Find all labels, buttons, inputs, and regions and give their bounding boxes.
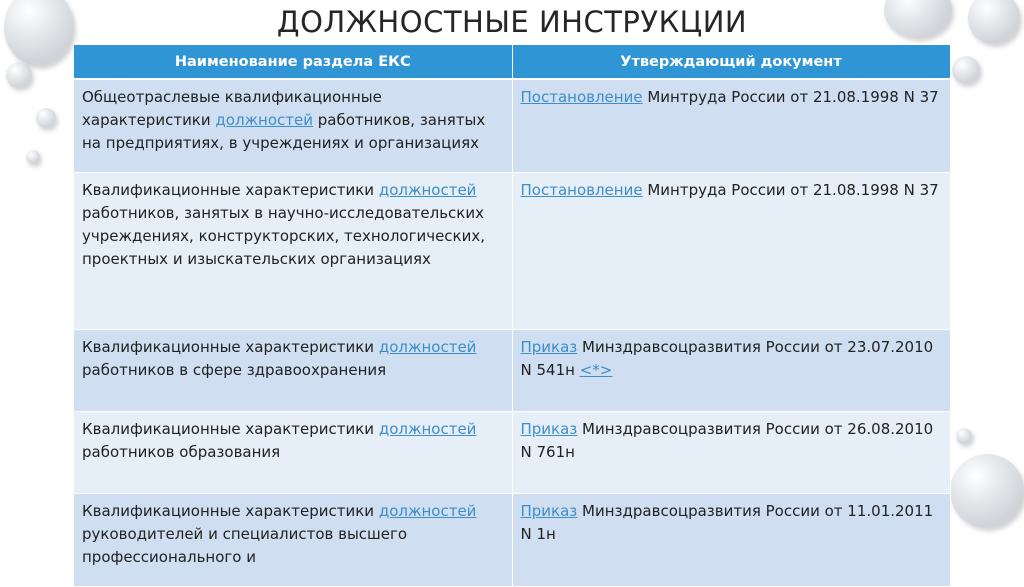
document-text: Минздравсоцразвития России от 26.08.2010 N 761н — [520, 420, 934, 461]
section-text: руководителей и специалистов высшего профессионального и — [82, 525, 408, 566]
column-header-section: Наименование раздела ЕКС — [74, 45, 512, 79]
document-text: Минздравсоцразвития России от 23.07.2010 N 541н — [520, 338, 934, 379]
document-text: Минтруда России от 21.08.1998 N 37 — [642, 181, 939, 199]
document-link[interactable]: Приказ — [520, 502, 578, 520]
section-cell — [74, 79, 512, 173]
table-header-row — [74, 45, 950, 79]
table-row — [74, 173, 950, 330]
water-drop-decoration — [36, 108, 56, 128]
water-drop-decoration — [952, 56, 980, 84]
section-text: работников, занятых на предприятиях, в учреждениях и организациях — [82, 111, 486, 152]
section-cell — [74, 412, 512, 494]
document-link[interactable]: Постановление — [520, 88, 643, 106]
water-drop-decoration — [950, 454, 1024, 528]
water-drop-decoration — [6, 62, 32, 88]
section-text: Квалификационные характеристики — [82, 502, 379, 520]
section-cell — [74, 173, 512, 330]
document-text: Минздравсоцразвития России от 11.01.2011 N 1н — [520, 502, 934, 543]
water-drop-decoration — [956, 428, 972, 444]
section-cell — [74, 330, 512, 412]
positions-link[interactable]: должностей — [215, 111, 313, 129]
document-link[interactable]: Постановление — [520, 181, 643, 199]
section-text: Квалификационные характеристики — [82, 338, 379, 356]
section-text: Общеотраслевые квалификационные характеристики — [82, 88, 382, 129]
document-link[interactable]: Приказ — [520, 420, 578, 438]
page-title: ДОЛЖНОСТНЫЕ ИНСТРУКЦИИ — [276, 5, 748, 39]
footnote-link[interactable]: <*> — [579, 361, 613, 379]
section-text: работников в сфере здравоохранения — [82, 361, 387, 379]
section-cell — [74, 494, 512, 587]
table-row — [74, 79, 950, 173]
section-text: работников, занятых в научно-исследовательских учреждениях, конструкторских, технологических, проектных и изыскательских организациях — [82, 204, 486, 268]
document-cell — [512, 412, 950, 494]
table-row — [74, 330, 950, 412]
column-header-document: Утверждающий документ — [512, 45, 950, 79]
document-cell — [512, 173, 950, 330]
positions-link[interactable]: должностей — [378, 181, 477, 199]
table-row — [74, 494, 950, 587]
positions-link[interactable]: должностей — [378, 502, 477, 520]
table-row — [74, 412, 950, 494]
document-cell — [512, 494, 950, 587]
section-text: Квалификационные характеристики — [82, 181, 379, 199]
document-cell — [512, 79, 950, 173]
section-text: Квалификационные характеристики — [82, 420, 379, 438]
document-text: Минтруда России от 21.08.1998 N 37 — [642, 88, 939, 106]
water-drop-decoration — [26, 150, 40, 164]
document-link[interactable]: Приказ — [520, 338, 578, 356]
document-cell — [512, 330, 950, 412]
section-text: работников образования — [82, 443, 281, 461]
eks-table — [74, 45, 951, 587]
positions-link[interactable]: должностей — [378, 338, 477, 356]
positions-link[interactable]: должностей — [378, 420, 477, 438]
